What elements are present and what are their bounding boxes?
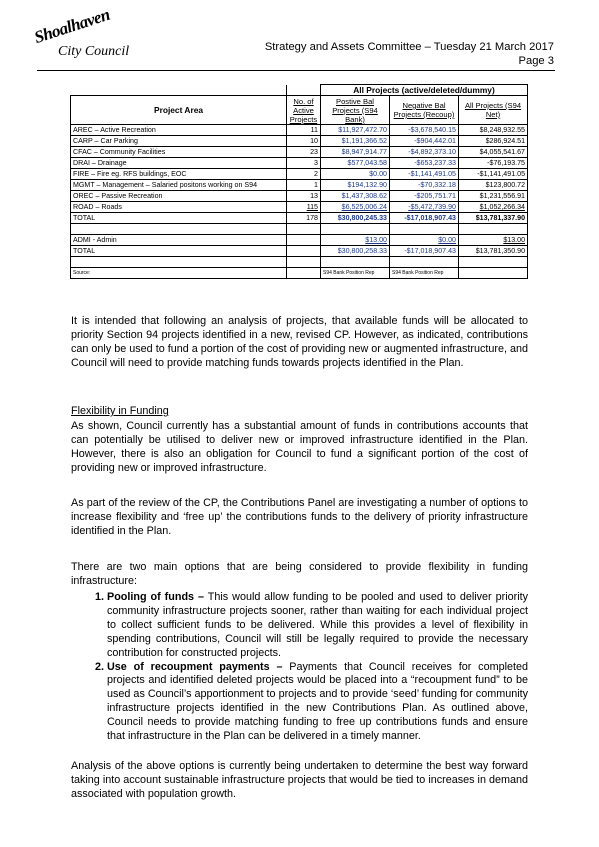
options-list xyxy=(89,591,528,744)
paragraph-5: Analysis of the above options is currently being undertaken to determine the best way forward taking into account sustainable infrastructure projects that would be tied to increases in demand associated with population growth. xyxy=(71,760,528,800)
council-logo xyxy=(31,4,138,68)
cell-neg: -$3,678,540.15 xyxy=(390,125,459,136)
total-negative: -$17,018,907.43 xyxy=(390,213,459,224)
cell-neg: -$1,141,491.05 xyxy=(390,169,459,180)
logo-line1: Shoalhaven xyxy=(31,4,113,48)
cell-area: DRAI – Drainage xyxy=(71,158,287,169)
total2-all: $13,781,350.90 xyxy=(459,246,528,257)
total-label: TOTAL xyxy=(71,213,287,224)
source-negative: S94 Bank Position Rep xyxy=(390,268,459,279)
section-heading: Flexibility in Funding xyxy=(71,405,169,417)
cell-n: 23 xyxy=(287,147,321,158)
cell-area: CFAC – Community Facilities xyxy=(71,147,287,158)
admi-label: ADMI - Admin xyxy=(71,235,287,246)
cell-pos: $1,437,308.62 xyxy=(321,191,390,202)
cell-neg: -$653,237.33 xyxy=(390,158,459,169)
col-no-active: No. of Active Projects xyxy=(287,96,321,125)
cell-area: CARP – Car Parking xyxy=(71,136,287,147)
cell-pos: $1,191,366.52 xyxy=(321,136,390,147)
cell-n: 3 xyxy=(287,158,321,169)
cell-all: $123,800.72 xyxy=(459,180,528,191)
cell-neg: -$904,442.01 xyxy=(390,136,459,147)
cell-n: 1 xyxy=(287,180,321,191)
cell-all: $4,055,541.67 xyxy=(459,147,528,158)
header-divider xyxy=(37,70,555,71)
group-header: All Projects (active/deleted/dummy) xyxy=(321,85,528,96)
cell-area: FIRE – Fire eg. RFS buildings, EOC xyxy=(71,169,287,180)
cell-n: 10 xyxy=(287,136,321,147)
cell-neg: -$205,751.71 xyxy=(390,191,459,202)
total-count: 178 xyxy=(287,213,321,224)
cell-pos: $8,947,914.77 xyxy=(321,147,390,158)
col-positive: Postive Bal Projects (S94 Bank) xyxy=(321,96,390,125)
cell-pos: $194,132.90 xyxy=(321,180,390,191)
total2-negative: -$17,018,907.43 xyxy=(390,246,459,257)
total-all: $13,781,337.90 xyxy=(459,213,528,224)
total-positive: $30,800,245.33 xyxy=(321,213,390,224)
table-row xyxy=(71,169,528,180)
table-row xyxy=(71,158,528,169)
table-row xyxy=(71,180,528,191)
cell-all: $1,231,556.91 xyxy=(459,191,528,202)
option-pooling: 1. Pooling of funds – This would allow funding to be pooled and used to deliver priority community infrastructure projects sooner, rather than waiting for each individual project to collect sufficient funds to be delivered. While this provides a level of flexibility in spending contributions, Council will still be legally required to provide the necessary contribution for constructed projects. xyxy=(107,591,528,661)
cell-all: $1,052,266.34 xyxy=(459,202,528,213)
cell-all: -$76,193.75 xyxy=(459,158,528,169)
cell-neg: -$5,472,739.90 xyxy=(390,202,459,213)
total2-label: TOTAL xyxy=(71,246,287,257)
cell-pos: $11,927,472.70 xyxy=(321,125,390,136)
admi-negative: $0.00 xyxy=(390,235,459,246)
paragraph-1: It is intended that following an analysis of projects, that available funds will be allocated to priority Section 94 projects identified in a new, revised CP. However, as indicated, contributions can only be used to fund a portion of the cost of providing new or augmented infrastructure, and Council will need to provide matching funds towards projects identified in the Plan. xyxy=(71,315,528,369)
table-row xyxy=(71,147,528,158)
cell-area: AREC – Active Recreation xyxy=(71,125,287,136)
paragraph-3: As part of the review of the CP, the Contributions Panel are investigating a number of options to increase flexibility and ‘free up’ the contributions funds to the delivery of priority infrastructure identified in the Plan. xyxy=(71,497,528,537)
admi-all: $13.00 xyxy=(459,235,528,246)
table-row xyxy=(71,191,528,202)
col-negative: Negative Bal Projects (Recoup) xyxy=(390,96,459,125)
page-header xyxy=(265,40,554,68)
cell-neg: -$4,892,373.10 xyxy=(390,147,459,158)
cell-all: -$1,141,491.05 xyxy=(459,169,528,180)
cell-all: $286,924.51 xyxy=(459,136,528,147)
col-project-area: Project Area xyxy=(71,96,287,125)
table-row xyxy=(71,136,528,147)
source-label: Source: xyxy=(71,268,287,279)
total2-positive: $30,800,258.33 xyxy=(321,246,390,257)
cell-n: 11 xyxy=(287,125,321,136)
cell-neg: -$70,332.18 xyxy=(390,180,459,191)
cell-area: OREC – Passive Recreation xyxy=(71,191,287,202)
projects-table xyxy=(70,84,528,279)
table-row xyxy=(71,125,528,136)
col-all: All Projects (S94 Net) xyxy=(459,96,528,125)
cell-pos: $577,043.58 xyxy=(321,158,390,169)
cell-n: 115 xyxy=(287,202,321,213)
cell-n: 2 xyxy=(287,169,321,180)
cell-all: $8,248,932.55 xyxy=(459,125,528,136)
cell-n: 13 xyxy=(287,191,321,202)
paragraph-4: There are two main options that are being considered to provide flexibility in funding infrastructure: xyxy=(71,561,528,587)
cell-pos: $6,525,006.24 xyxy=(321,202,390,213)
cell-pos: $0.00 xyxy=(321,169,390,180)
page-number: Page 3 xyxy=(518,55,554,67)
logo-line2: City Council xyxy=(58,44,130,59)
cell-area: ROAD – Roads xyxy=(71,202,287,213)
admi-positive: $13.00 xyxy=(321,235,390,246)
header-title: Strategy and Assets Committee – Tuesday 21 March 2017 xyxy=(264,41,554,53)
paragraph-2: As shown, Council currently has a substantial amount of funds in contributions accounts that can potentially be utilised to deliver new or improved infrastructure identified in the Plan. However, there is also an obligation for Council to fund a significant portion of the cost of providing new or improved infrastructure. xyxy=(71,420,528,474)
cell-area: MGMT – Management – Salaried positons working on S94 xyxy=(71,180,287,191)
source-positive: S94 Bank Position Rep xyxy=(321,268,390,279)
option-recoupment: 2. Use of recoupment payments – Payments that Council receives for completed projects and identified deleted projects would be placed into a “recoupment fund” to be used as Council’s apportionment to projects and to provide ‘seed’ funding for community infrastructure projects identified in the new Contributions Plan. As outlined above, Council needs to provide matching funding to free up contributions funds and ensure that infrastructure in the Plan can be delivered in a timely manner. xyxy=(107,661,528,744)
table-row xyxy=(71,202,528,213)
